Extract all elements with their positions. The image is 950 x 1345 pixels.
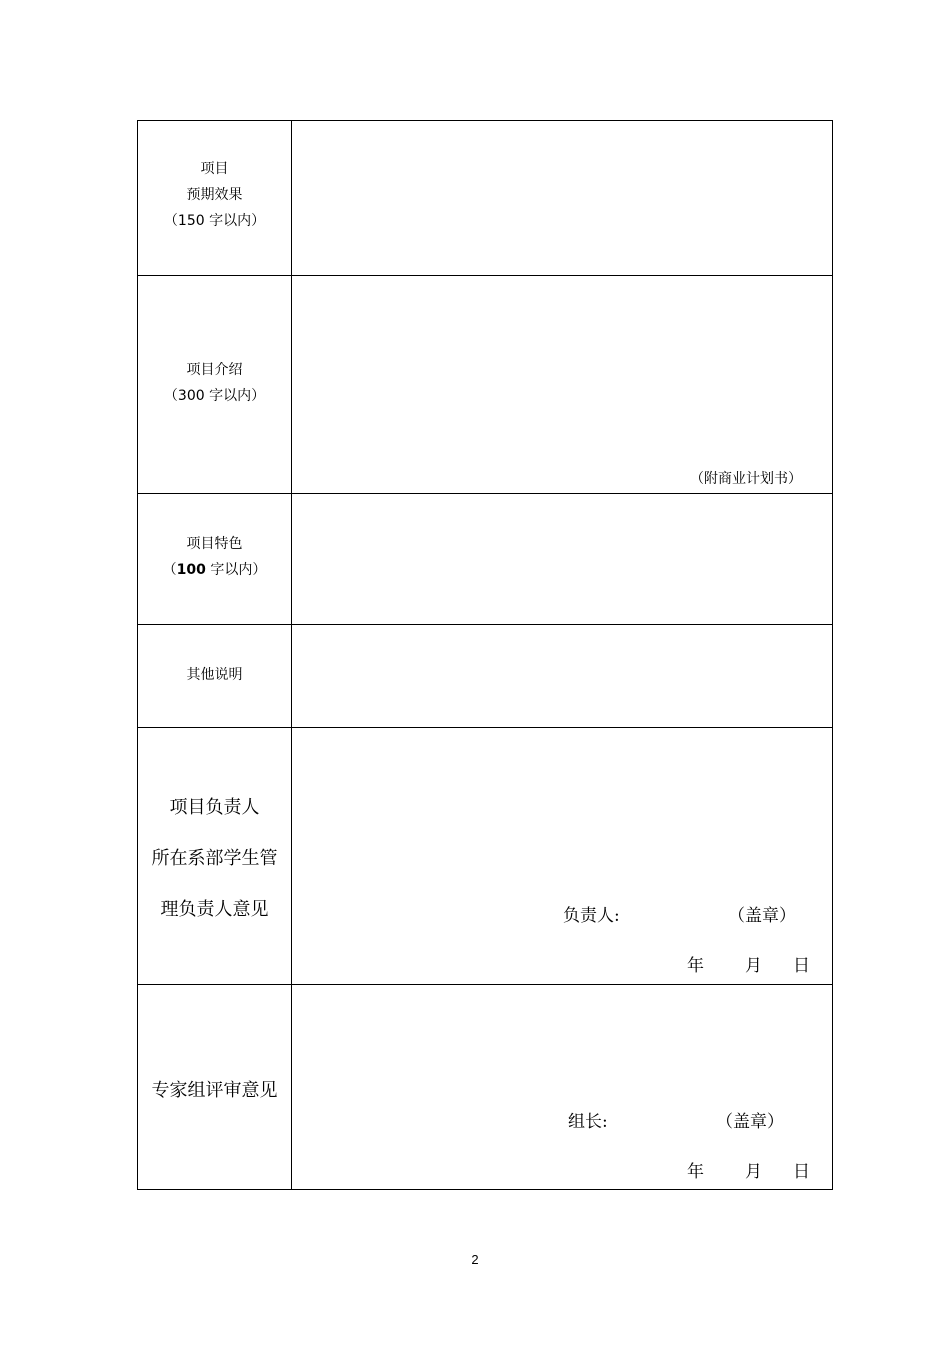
seal-label: （盖章）	[716, 1112, 784, 1132]
seal-label: （盖章）	[728, 906, 796, 926]
label-line: （150 字以内）	[163, 213, 266, 229]
row-divider	[138, 493, 832, 494]
group-leader-label: 组长:	[568, 1112, 608, 1132]
month-label: 月	[745, 956, 762, 976]
year-label: 年	[687, 956, 704, 976]
project-intro-label	[138, 357, 291, 409]
label-line: 项目介绍	[186, 362, 243, 378]
page-number: 2	[471, 1252, 479, 1267]
other-notes-label	[138, 662, 291, 688]
row-divider	[138, 275, 832, 276]
application-form-table	[137, 120, 833, 1190]
day-label: 日	[793, 956, 810, 976]
day-label: 日	[793, 1162, 810, 1182]
expected-effect-label	[138, 156, 291, 234]
label-line	[138, 557, 291, 583]
label-line: （300 字以内）	[163, 388, 266, 404]
project-features-label	[138, 531, 291, 583]
row-divider	[138, 984, 832, 985]
paren-open: （	[162, 562, 177, 578]
label-line: 理负责人意见	[160, 899, 269, 920]
label-line: 项目	[200, 161, 229, 177]
label-line: 项目特色	[186, 536, 243, 552]
label-line: 项目负责人	[169, 797, 260, 818]
column-divider	[291, 121, 292, 1189]
label-line: 所在系部学生管	[151, 848, 278, 869]
row-divider	[138, 727, 832, 728]
label-line: 其他说明	[186, 667, 243, 683]
business-plan-note: （附商业计划书）	[690, 471, 802, 487]
year-label: 年	[687, 1162, 704, 1182]
department-opinion-label	[138, 782, 291, 935]
signer-label: 负责人:	[563, 906, 620, 926]
char-limit-number: 100	[176, 562, 206, 578]
row-divider	[138, 624, 832, 625]
expert-opinion-label	[138, 1065, 291, 1116]
label-line: 专家组评审意见	[151, 1080, 278, 1101]
month-label: 月	[745, 1162, 762, 1182]
paren-rest: 字以内）	[205, 562, 267, 578]
label-line: 预期效果	[186, 187, 243, 203]
